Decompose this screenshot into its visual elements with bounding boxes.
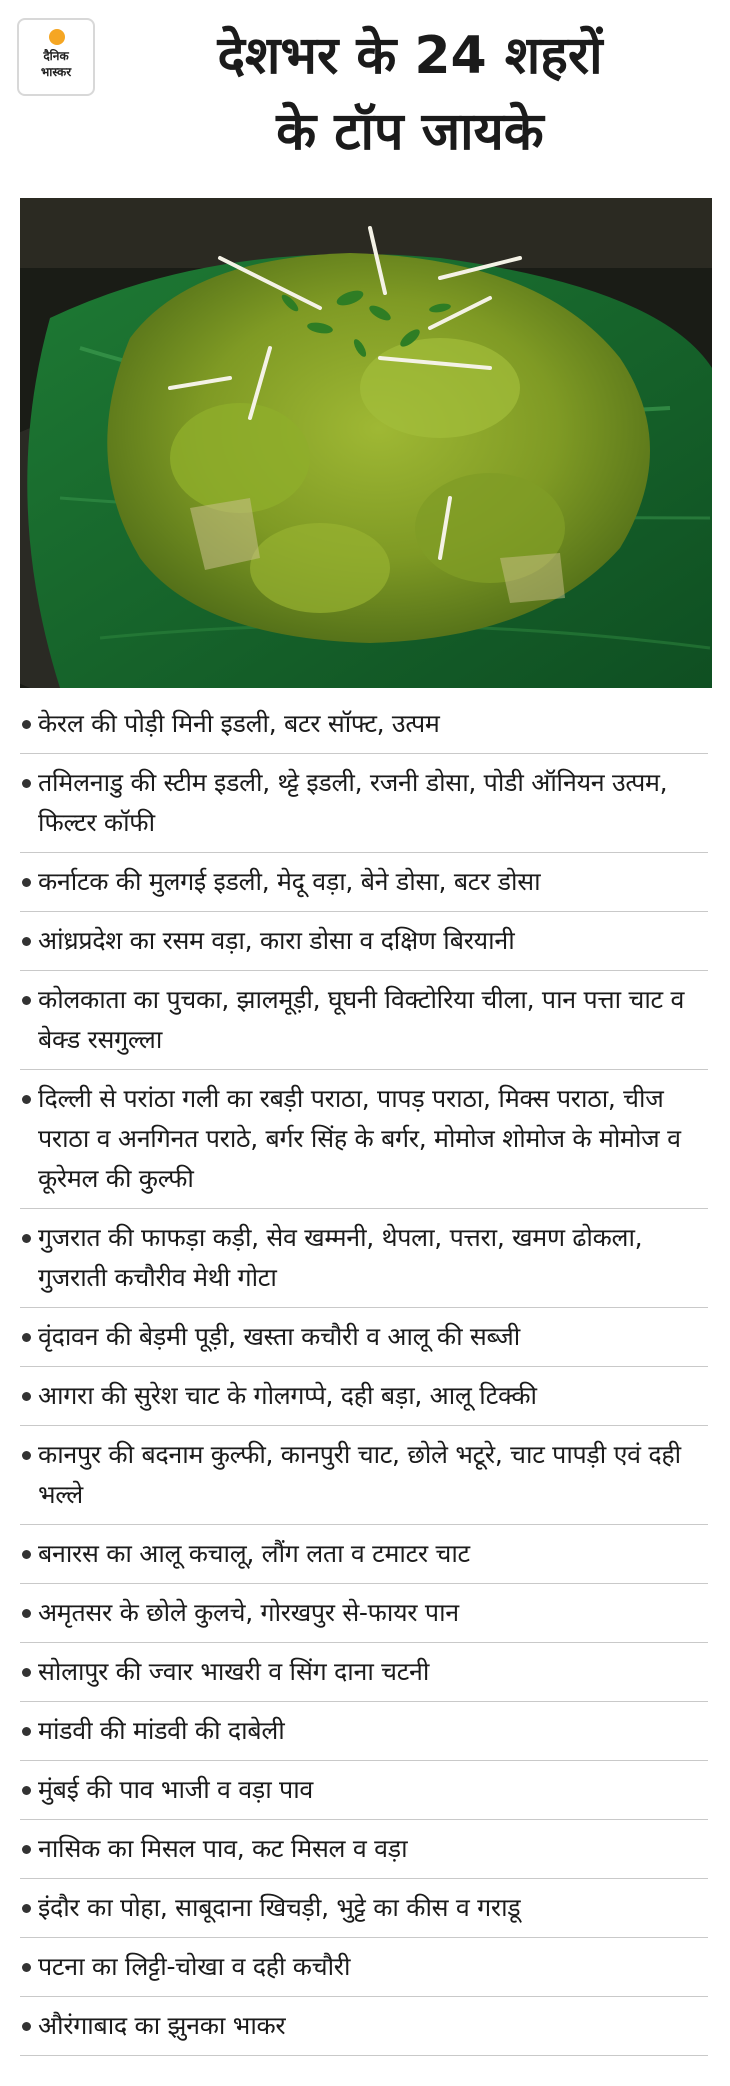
bullet-icon (22, 1963, 31, 1972)
list-item-text: कानपुर की बदनाम कुल्फी, कानपुरी चाट, छोले भटूरे, चाट पापड़ी एवं दही भल्ले (38, 1440, 681, 1509)
list-item (20, 1070, 708, 1209)
list-item (20, 754, 708, 853)
dainik-bhaskar-logo (17, 18, 95, 96)
bullet-icon (22, 720, 31, 729)
bullet-icon (22, 1392, 31, 1401)
header (0, 0, 730, 195)
list-item-text: मुंबई की पाव भाजी व वड़ा पाव (38, 1775, 314, 1804)
list-item-text: नासिक का मिसल पाव, कट मिसल व वड़ा (38, 1834, 408, 1863)
title-line-1: देशभर के 24 शहरों (217, 26, 603, 86)
title-line-2: के टॉप जायके (276, 102, 544, 162)
list-item-text: इंदौर का पोहा, साबूदाना खिचड़ी, भुट्टे का कीस व गराडू (38, 1893, 521, 1922)
bullet-icon (22, 1550, 31, 1559)
logo-text-line1: दैनिक (43, 49, 69, 63)
list-item-text: अमृतसर के छोले कुलचे, गोरखपुर से-फायर पान (38, 1598, 459, 1627)
dish-photo (20, 198, 712, 688)
bullet-icon (22, 1904, 31, 1913)
list-item-text: वृंदावन की बेड़मी पूड़ी, खस्ता कचौरी व आलू की सब्जी (38, 1322, 520, 1351)
list-item (20, 912, 708, 971)
list-item-text: पटना का लिट्टी-चोखा व दही कचौरी (38, 1952, 351, 1981)
list-item (20, 1643, 708, 1702)
list-item-text: सोलापुर की ज्वार भाखरी व सिंग दाना चटनी (38, 1657, 430, 1686)
bullet-icon (22, 1451, 31, 1460)
list-item-text: आगरा की सुरेश चाट के गोलगप्पे, दही बड़ा, आलू टिक्की (38, 1381, 537, 1410)
list-item (20, 1426, 708, 1525)
list-item-text: कर्नाटक की मुलगई इडली, मेदू वड़ा, बेने डोसा, बटर डोसा (38, 867, 541, 896)
list-item (20, 1209, 708, 1308)
logo-text-line2: भास्कर (40, 65, 72, 79)
list-item (20, 1938, 708, 1997)
bullet-icon (22, 1609, 31, 1618)
list-item (20, 695, 708, 754)
bullet-icon (22, 937, 31, 946)
list-item (20, 1584, 708, 1643)
list-item-text: मांडवी की मांडवी की दाबेली (38, 1716, 285, 1745)
bullet-icon (22, 1668, 31, 1677)
list-item (20, 853, 708, 912)
bullet-icon (22, 878, 31, 887)
bullet-icon (22, 2022, 31, 2031)
list-item-text: औरंगाबाद का झुनका भाकर (38, 2011, 286, 2040)
list-item (20, 1761, 708, 1820)
list-item-text: तमिलनाडु की स्टीम इडली, थ्ट्टे इडली, रजनी डोसा, पोडी ऑनियन उत्पम, फिल्टर कॉफी (38, 768, 668, 837)
list-item-text: कोलकाता का पुचका, झालमूड़ी, घूघनी विक्टोरिया चीला, पान पत्ता चाट व बेक्ड रसगुल्ला (38, 985, 685, 1054)
list-item (20, 1820, 708, 1879)
bullet-icon (22, 1234, 31, 1243)
bullet-icon (22, 996, 31, 1005)
list-item (20, 1308, 708, 1367)
bullet-icon (22, 1727, 31, 1736)
list-item-text: केरल की पोड़ी मिनी इडली, बटर सॉफ्ट, उत्पम (38, 709, 440, 738)
list-item (20, 1367, 708, 1426)
bullet-icon (22, 1333, 31, 1342)
food-list (20, 695, 708, 2056)
page-title (110, 18, 710, 170)
list-item (20, 1879, 708, 1938)
list-item (20, 1997, 708, 2056)
list-item (20, 1702, 708, 1761)
sun-icon (49, 29, 65, 45)
bullet-icon (22, 1095, 31, 1104)
bullet-icon (22, 1786, 31, 1795)
list-item-text: आंध्रप्रदेश का रसम वड़ा, कारा डोसा व दक्षिण बिरयानी (38, 926, 515, 955)
list-item-text: गुजरात की फाफड़ा कड़ी, सेव खम्मनी, थेपला, पत्तरा, खमण ढोकला, गुजराती कचौरीव मेथी गोटा (38, 1223, 643, 1292)
bullet-icon (22, 1845, 31, 1854)
list-item-text: दिल्ली से परांठा गली का रबड़ी पराठा, पापड़ पराठा, मिक्स पराठा, चीज पराठा व अनगिनत पराठे, बर्गर सिंह के बर्गर, मोमोज शोमोज के मोमोज व कूरेमल की कुल्फी (38, 1084, 681, 1193)
list-item (20, 1525, 708, 1584)
list-item-text: बनारस का आलू कचालू, लौंग लता व टमाटर चाट (38, 1539, 470, 1568)
bullet-icon (22, 779, 31, 788)
list-item (20, 971, 708, 1070)
